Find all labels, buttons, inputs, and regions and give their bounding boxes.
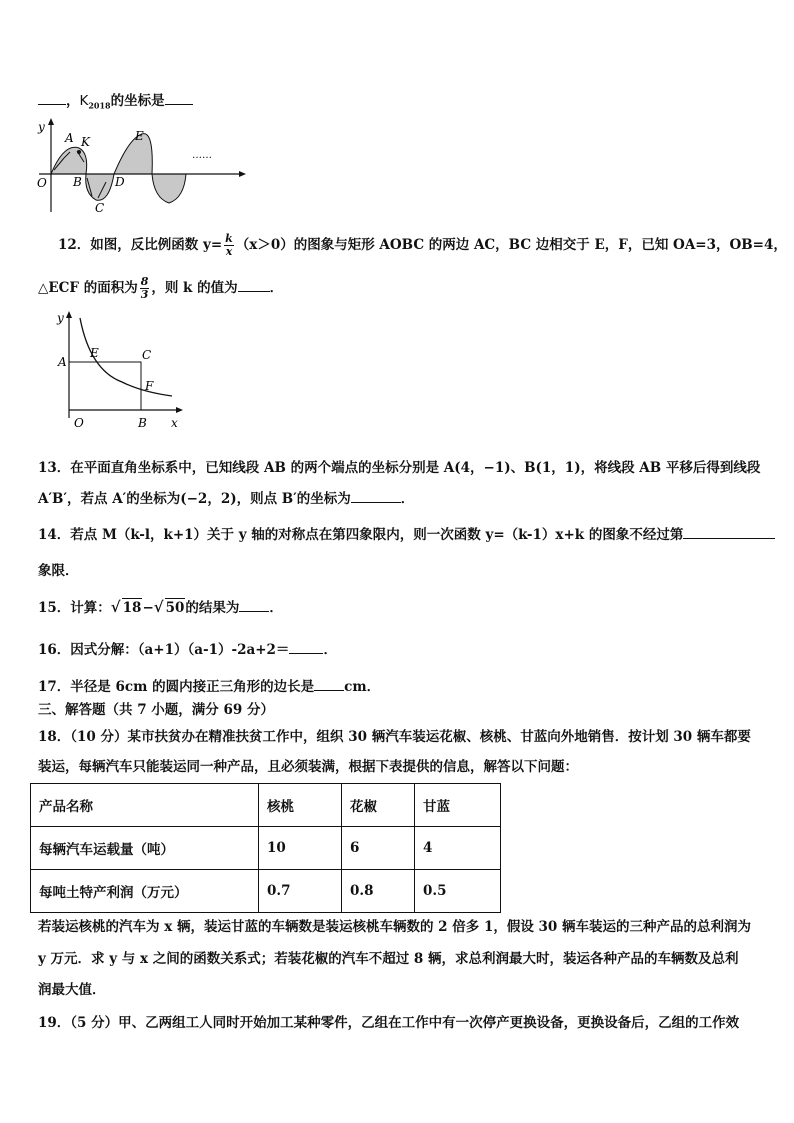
q18-line4: y 万元．求 y 与 x 之间的函数关系式；若装花椒的汽车不超过 8 辆，求总利润最大时，装运各种产品的车辆数及总利 (38, 951, 739, 967)
q12-line1: 12．如图，反比例函数 y= $\frac{k}{x}$ （x＞0）的图象与矩形 AOBC 的两边 AC，BC 边相交于 E，F，已知 OA=3，OB=4， (58, 232, 787, 258)
answer-blank[interactable] (239, 598, 269, 612)
q18-line2: 装运，每辆汽车只能装运同一种产品，且必须装满，根据下表提供的信息，解答以下问题： (38, 759, 578, 775)
fraction-area: $\frac{8}{3}$ (140, 275, 149, 301)
table-header-cell: 核桃 (259, 784, 342, 827)
origin-label: O (37, 176, 47, 190)
point-label-a: A (58, 355, 67, 369)
answer-blank[interactable] (314, 677, 344, 691)
q19-line1: 19．（5 分）甲、乙两组工人同时开始加工某种零件，乙组在工作中有一次停产更换设备，更换设备后，乙组的工作效 (38, 1015, 740, 1031)
answer-blank[interactable] (289, 640, 323, 654)
table-row (31, 870, 501, 913)
table-header-cell: 产品名称 (31, 784, 259, 827)
table-cell: 0.5 (415, 870, 501, 913)
q18-line5: 润最大值． (38, 982, 106, 998)
point-label-d: D (115, 175, 125, 189)
point-label-b: B (138, 416, 147, 430)
q18-line3: 若装运核桃的汽车为 x 辆，装运甘蓝的车辆数是装运核桃车辆数的 2 倍多 1，假设 30 辆车装运的三种产品的总利润为 (38, 919, 752, 935)
point-label-f: F (145, 379, 154, 393)
q12-hyperbola-figure (52, 310, 192, 436)
q15: 15．计算：√ 18−√ 50的结果为 ． (38, 598, 283, 616)
table-cell: 0.7 (259, 870, 342, 913)
table-cell: 0.8 (342, 870, 415, 913)
q18-line1: 18．（10 分）某市扶贫办在精准扶贫工作中，组织 30 辆汽车装运花椒、核桃、甘蓝向外地销售．按计划 30 辆车都要 (38, 729, 751, 745)
q13-line2: A′B′，若点 A′的坐标为(−2，2)，则点 B′的坐标为 ． (38, 491, 415, 507)
table-cell: 6 (342, 827, 415, 870)
q12-line2: △ECF 的面积为 $\frac{8}{3}$ ，则 k 的值为 ． (38, 275, 284, 301)
q11-tail: ，$K_{2018}$的坐标是 (38, 91, 193, 115)
axis-label-y: y (57, 311, 64, 325)
table-cell: 每辆汽车运载量（吨） (31, 827, 259, 870)
fraction-k-over-x: $\frac{k}{x}$ (225, 232, 233, 258)
q14-line2: 象限． (38, 563, 79, 579)
point-label-c: C (142, 348, 152, 362)
q11-wave-figure (34, 118, 250, 216)
q16: 16．因式分解：（a+1）（a-1）-2a+2＝ ． (38, 642, 337, 658)
table-header-cell: 甘蓝 (415, 784, 501, 827)
answer-blank[interactable] (165, 91, 193, 105)
ellipsis: …… (192, 150, 212, 161)
point-label-e: E (135, 129, 144, 143)
point-label-c: C (95, 201, 105, 215)
point-label-b: B (73, 175, 82, 189)
section-title: 三、解答题（共 7 小题，满分 69 分） (38, 702, 274, 718)
point-label-e: E (90, 346, 99, 360)
table-cell: 10 (259, 827, 342, 870)
point-label-a: A (65, 131, 74, 145)
table-header-row (31, 784, 501, 827)
answer-blank[interactable] (683, 525, 775, 539)
axis-label-x: x (171, 416, 178, 430)
answer-blank[interactable] (238, 278, 270, 292)
q13-line1: 13．在平面直角坐标系中，已知线段 AB 的两个端点的坐标分别是 A(4，−1)、B(1，1)，将线段 AB 平移后得到线段 (38, 460, 761, 476)
point-label-k: K (81, 135, 90, 149)
axis-label-y: y (38, 120, 45, 134)
q17: 17．半径是 6cm 的圆内接正三角形的边长是 cm． (38, 679, 381, 695)
answer-blank[interactable] (38, 91, 66, 105)
table-row (31, 827, 501, 870)
origin-label: O (74, 416, 84, 430)
product-table (30, 783, 501, 913)
table-cell: 4 (415, 827, 501, 870)
q14-line1: 14．若点 M（k-l，k+1）关于 y 轴的对称点在第四象限内，则一次函数 y=（k-1）x+k 的图象不经过第 (38, 525, 775, 544)
answer-blank[interactable] (351, 489, 401, 503)
table-cell: 每吨土特产利润（万元） (31, 870, 259, 913)
table-header-cell: 花椒 (342, 784, 415, 827)
